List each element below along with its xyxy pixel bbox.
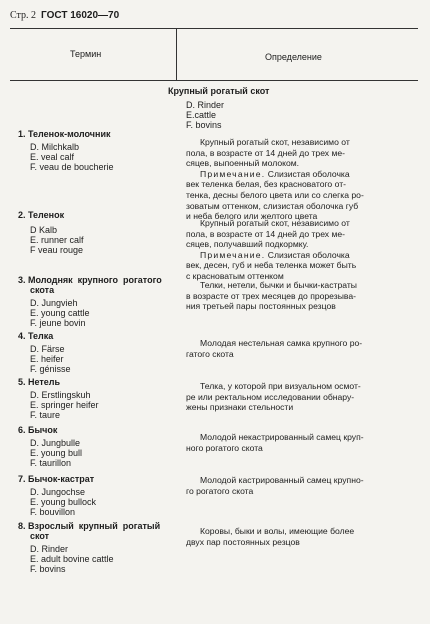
definition-line: гатого скота (186, 348, 234, 359)
term-title: 7. Бычок-кастрат (18, 474, 95, 484)
translation-fr: F. taure (30, 410, 61, 420)
definition-line: ния третьей пары постоянных резцов (186, 301, 336, 312)
definition-line: Молодой некастрированный самец круп- (200, 432, 364, 442)
translation-en: E.cattle (186, 110, 217, 120)
term-7 (18, 474, 178, 517)
definition-4 (186, 338, 414, 359)
column-header-definitions: Определение (265, 52, 322, 62)
term-2 (18, 210, 178, 255)
definition-line: сяцев, выпоенный молоком. (186, 158, 300, 169)
term-3 (18, 275, 183, 328)
translation-en: E. veal calf (30, 152, 75, 162)
translation-fr: F. veau de boucherie (30, 162, 114, 172)
section-translations (186, 100, 224, 130)
translation-de: D. Rinder (30, 544, 69, 554)
term-translations (18, 225, 178, 255)
translation-en: E. adult bovine cattle (30, 554, 114, 564)
term-title: 8. Взрослый крупный рогатый (18, 521, 161, 531)
definition-line: ре или ректальном исследовании обнару- (186, 391, 355, 402)
translation-de: D. Erstlingskuh (30, 390, 91, 400)
definition-line: Молодая нестельная самка крупного ро- (200, 338, 363, 348)
definition-3 (186, 280, 414, 312)
translation-fr: F. bouvillon (30, 507, 76, 517)
definition-line: Молодой кастрированный самец крупно- (200, 475, 364, 485)
definition-line: Крупный рогатый скот, независимо от (200, 137, 350, 147)
translation-fr: F. bovins (186, 120, 222, 130)
term-translations (18, 544, 183, 574)
term-5 (18, 377, 178, 420)
definition-line: Слизистая оболочка (267, 249, 350, 260)
translation-fr: F. bovins (30, 564, 66, 574)
definition-6 (186, 432, 414, 453)
definition-line: и неба белого или желтого цвета (186, 211, 318, 222)
translation-de: D. Färse (30, 344, 65, 354)
translation-fr: F. taurillon (30, 458, 72, 468)
translation-de: D. Jungvieh (30, 298, 78, 308)
definition-line: Телка, у которой при визуальном осмот- (200, 381, 361, 391)
term-4 (18, 331, 178, 374)
translation-de: D Kalb (30, 225, 58, 235)
column-header-terms: Термин (70, 49, 102, 59)
definition-8 (186, 526, 414, 547)
translation-en: E. heifer (30, 354, 64, 364)
page-header (10, 10, 119, 21)
definition-line: сяцев, получавший подкормку. (186, 239, 309, 250)
definition-line: пола, в возрасте от 14 дней до трех ме- (186, 147, 346, 158)
page-number: Стр. 2 (10, 10, 37, 21)
translation-en: E. springer heifer (30, 400, 99, 410)
term-8 (18, 521, 183, 574)
term-title-continued: скота (30, 285, 55, 295)
definition-line: век теленка белая, без красноватого от- (186, 179, 346, 190)
definition-line: ного рогатого скота (186, 442, 263, 453)
term-translations (18, 487, 178, 517)
term-title: 6. Бычок (18, 425, 58, 435)
translation-en: E. runner calf (30, 235, 84, 245)
term-1 (18, 129, 178, 172)
definition-5 (186, 381, 414, 413)
term-title-continued: скот (30, 531, 50, 541)
term-title: 2. Теленок (18, 210, 65, 220)
translation-de: D. Jungochse (30, 487, 86, 497)
translation-fr: F veau rouge (30, 245, 84, 255)
definition-line: Крупный рогатый скот, независимо от (200, 218, 350, 228)
standard-number: ГОСТ 16020—70 (41, 10, 120, 21)
translation-en: E. young cattle (30, 308, 90, 318)
translation-de: D. Rinder (186, 100, 225, 110)
definition-7 (186, 475, 414, 496)
definition-line: век, десен, губ и неба теленка может быть (186, 260, 357, 271)
definition-line: го рогатого скота (186, 485, 254, 496)
note-label: Примечание. (200, 249, 266, 260)
section-title: Крупный рогатый скот (168, 86, 270, 96)
term-translations (18, 344, 178, 374)
definition-line: в возрасте от трех месяцев до прорезыва- (186, 290, 356, 301)
term-translations (18, 438, 178, 468)
translation-en: E. young bull (30, 448, 83, 458)
table-top-rule (10, 28, 418, 29)
term-translations (18, 142, 178, 172)
translation-de: D. Milchkalb (30, 142, 80, 152)
term-title: 3. Молодняк крупного рогатого (18, 275, 162, 285)
term-title: 4. Телка (18, 331, 54, 341)
table-header-rule (10, 80, 418, 81)
term-translations (18, 298, 183, 328)
translation-de: D. Jungbulle (30, 438, 81, 448)
definition-line: пола, в возрасте от 14 дней до трех ме- (186, 228, 346, 239)
column-divider (176, 28, 177, 80)
definition-line: Коровы, быки и волы, имеющие более (200, 526, 355, 536)
term-translations (18, 390, 178, 420)
translation-fr: F. génisse (30, 364, 71, 374)
term-title: 5. Нетель (18, 377, 61, 387)
translation-en: E. young bullock (30, 497, 97, 507)
definition-line: Слизистая оболочка (267, 168, 350, 179)
definition-line: Телки, нетели, бычки и бычки-кастраты (200, 280, 357, 290)
translation-fr: F. jeune bovin (30, 318, 86, 328)
term-title: 1. Теленок-молочник (18, 129, 111, 139)
definition-line: зоватым оттенком, слизистая оболочка губ (186, 200, 359, 211)
definition-line: двух пар постоянных резцов (186, 536, 300, 547)
definition-line: с красноватым оттенком (186, 270, 284, 281)
definition-line: жены признаки стельности (186, 402, 294, 413)
term-6 (18, 425, 178, 468)
definition-2 (186, 218, 414, 282)
definition-line: тенка, десны белого цвета или со слегка ро- (186, 189, 364, 200)
definition-1 (186, 137, 414, 222)
note-label: Примечание. (200, 168, 266, 179)
